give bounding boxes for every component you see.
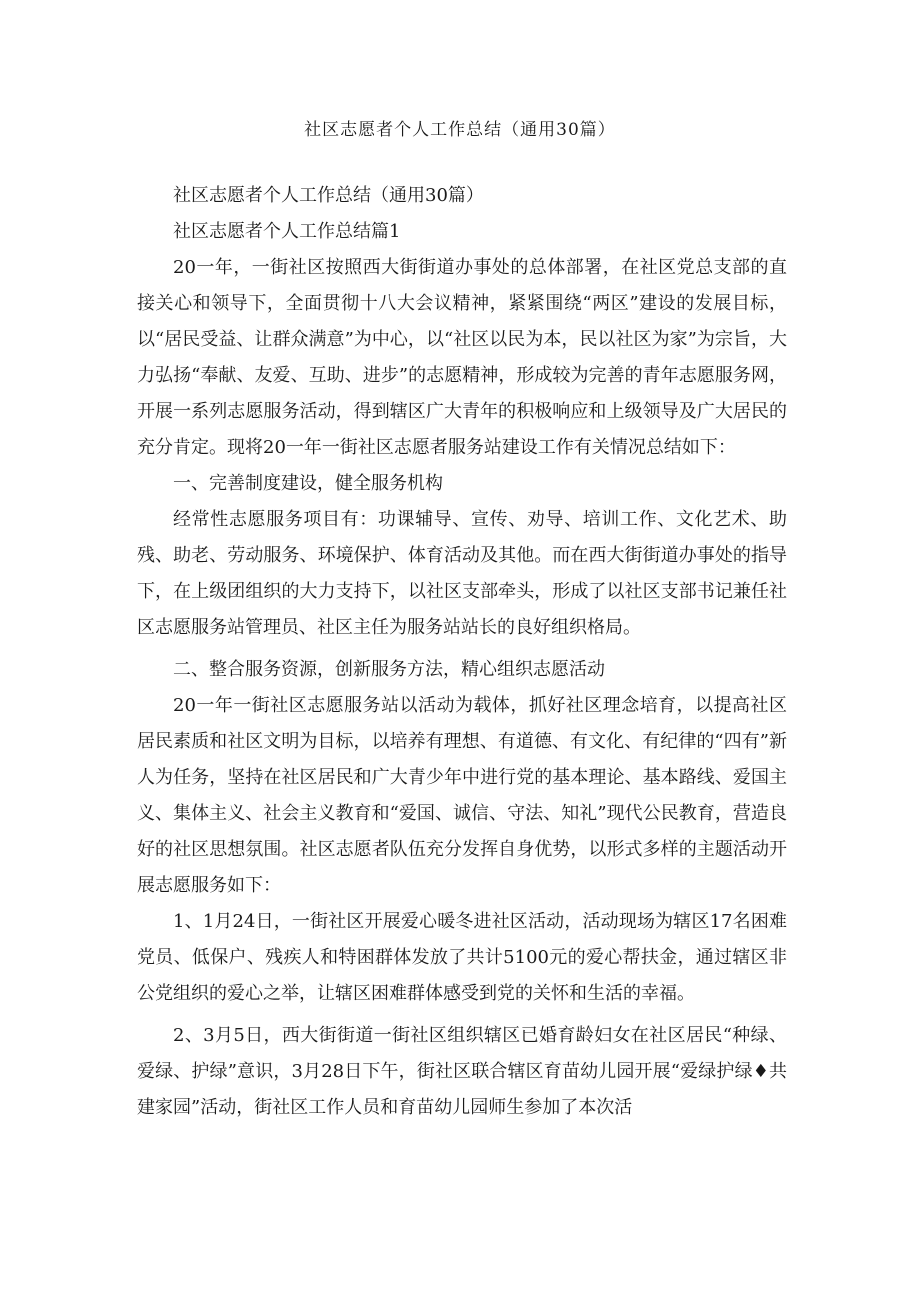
paragraph-intro: 20一年，一街社区按照西大街街道办事处的总体部署，在社区党总支部的直接关心和领导下，全面贯彻十八大会议精神，紧紧围绕“两区”建设的发展目标，以“居民受益、让群众满意”为中心，以“社区以民为本，民以社区为家”为宗旨，大力弘扬“奉献、友爱、互助、进步”的志愿精神，形成较为完善的青年志愿服务网，开展一系列志愿服务活动，得到辖区广大青年的积极响应和上级领导及广大居民的充分肯定。现将20一年一街社区志愿者服务站建设工作有关情况总结如下： (137, 257, 787, 458)
paragraph-section-heading: 社区志愿者个人工作总结篇1 (173, 221, 401, 242)
paragraph-heading-one: 一、完善制度建设，健全服务机构 (173, 473, 443, 494)
document-title: 社区志愿者个人工作总结（通用30篇） (304, 120, 616, 140)
document-body (137, 178, 787, 1126)
paragraph-item-two: 2、3月5日，西大街街道一街社区组织辖区已婚育龄妇女在社区居民“种绿、爱绿、护绿”意识，3月28日下午，街社区联合辖区育苗幼儿园开展“爱绿护绿♦共建家园”活动，街社区工作人员和育苗幼儿园师生参加了本次活 (137, 1025, 787, 1118)
paragraph-heading-two: 二、整合服务资源，创新服务方法，精心组织志愿活动 (173, 659, 605, 680)
paragraph-services: 经常性志愿服务项目有：功课辅导、宣传、劝导、培训工作、文化艺术、助残、助老、劳动服务、环境保护、体育活动及其他。而在西大街街道办事处的指导下，在上级团组织的大力支持下，以社区支部牵头，形成了以社区支部书记兼任社区志愿服务站管理员、社区主任为服务站站长的良好组织格局。 (137, 509, 787, 638)
paragraph-activities: 20一年一街社区志愿服务站以活动为载体，抓好社区理念培育，以提高社区居民素质和社区文明为目标，以培养有理想、有道德、有文化、有纪律的“四有”新人为任务，坚持在社区居民和广大青少年中进行党的基本理论、基本路线、爱国主义、集体主义、社会主义教育和“爱国、诚信、守法、知礼”现代公民教育，营造良好的社区思想氛围。社区志愿者队伍充分发挥自身优势，以形式多样的主题活动开展志愿服务如下： (137, 695, 787, 896)
paragraph-item-one: 1、1月24日，一街社区开展爱心暖冬进社区活动，活动现场为辖区17名困难党员、低保户、残疾人和特困群体发放了共计5100元的爱心帮扶金，通过辖区非公党组织的爱心之举，让辖区困难群体感受到党的关怀和生活的幸福。 (137, 911, 787, 1004)
paragraph-subtitle: 社区志愿者个人工作总结（通用30篇） (173, 185, 484, 206)
